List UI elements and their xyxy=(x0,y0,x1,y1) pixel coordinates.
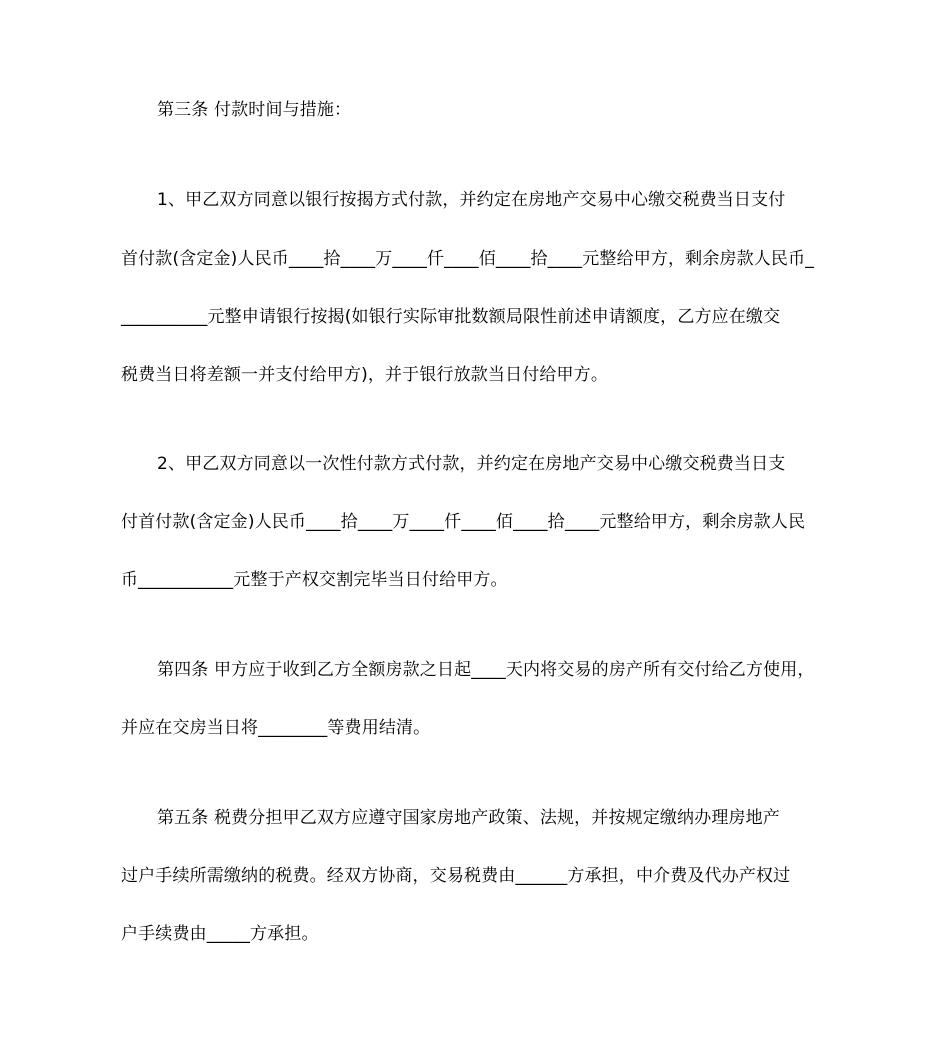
clause-2-line-2: 付首付款(含定金)人民币____拾____万____仟____佰____拾____元整给甲方，剩余房款人民 xyxy=(121,512,806,532)
clause-1-line-3: __________元整申请银行按揭(如银行实际审批数额局限性前述申请额度，乙方应在缴交 xyxy=(121,307,781,327)
article-4-line-1: 第四条 甲方应于收到乙方全额房款之日起____天内将交易的房产所有交付给乙方使用， xyxy=(157,660,815,680)
clause-2-line-1: 2、甲乙双方同意以一次性付款方式付款，并约定在房地产交易中心缴交税费当日支 xyxy=(157,454,786,474)
clause-2-line-3: 币___________元整于产权交割完毕当日付给甲方。 xyxy=(121,570,508,590)
article-5-line-3: 户手续费由_____方承担。 xyxy=(121,924,319,944)
article-5-line-2: 过户手续所需缴纳的税费。经双方协商，交易税费由______方承担，中介费及代办产权过 xyxy=(121,866,791,886)
clause-1-line-1: 1、甲乙双方同意以银行按揭方式付款，并约定在房地产交易中心缴交税费当日支付 xyxy=(157,190,786,210)
article-5-line-1: 第五条 税费分担甲乙双方应遵守国家房地产政策、法规，并按规定缴纳办理房地产 xyxy=(157,808,780,828)
article-4-line-2: 并应在交房当日将________等费用结清。 xyxy=(121,718,431,738)
article-3-heading: 第三条 付款时间与措施： xyxy=(157,100,352,120)
clause-1-line-4: 税费当日将差额一并支付给甲方)，并于银行放款当日付给甲方。 xyxy=(121,365,608,385)
clause-1-line-2: 首付款(含定金)人民币____拾____万____仟____佰____拾____元整给甲方，剩余房款人民币_ xyxy=(121,249,814,269)
